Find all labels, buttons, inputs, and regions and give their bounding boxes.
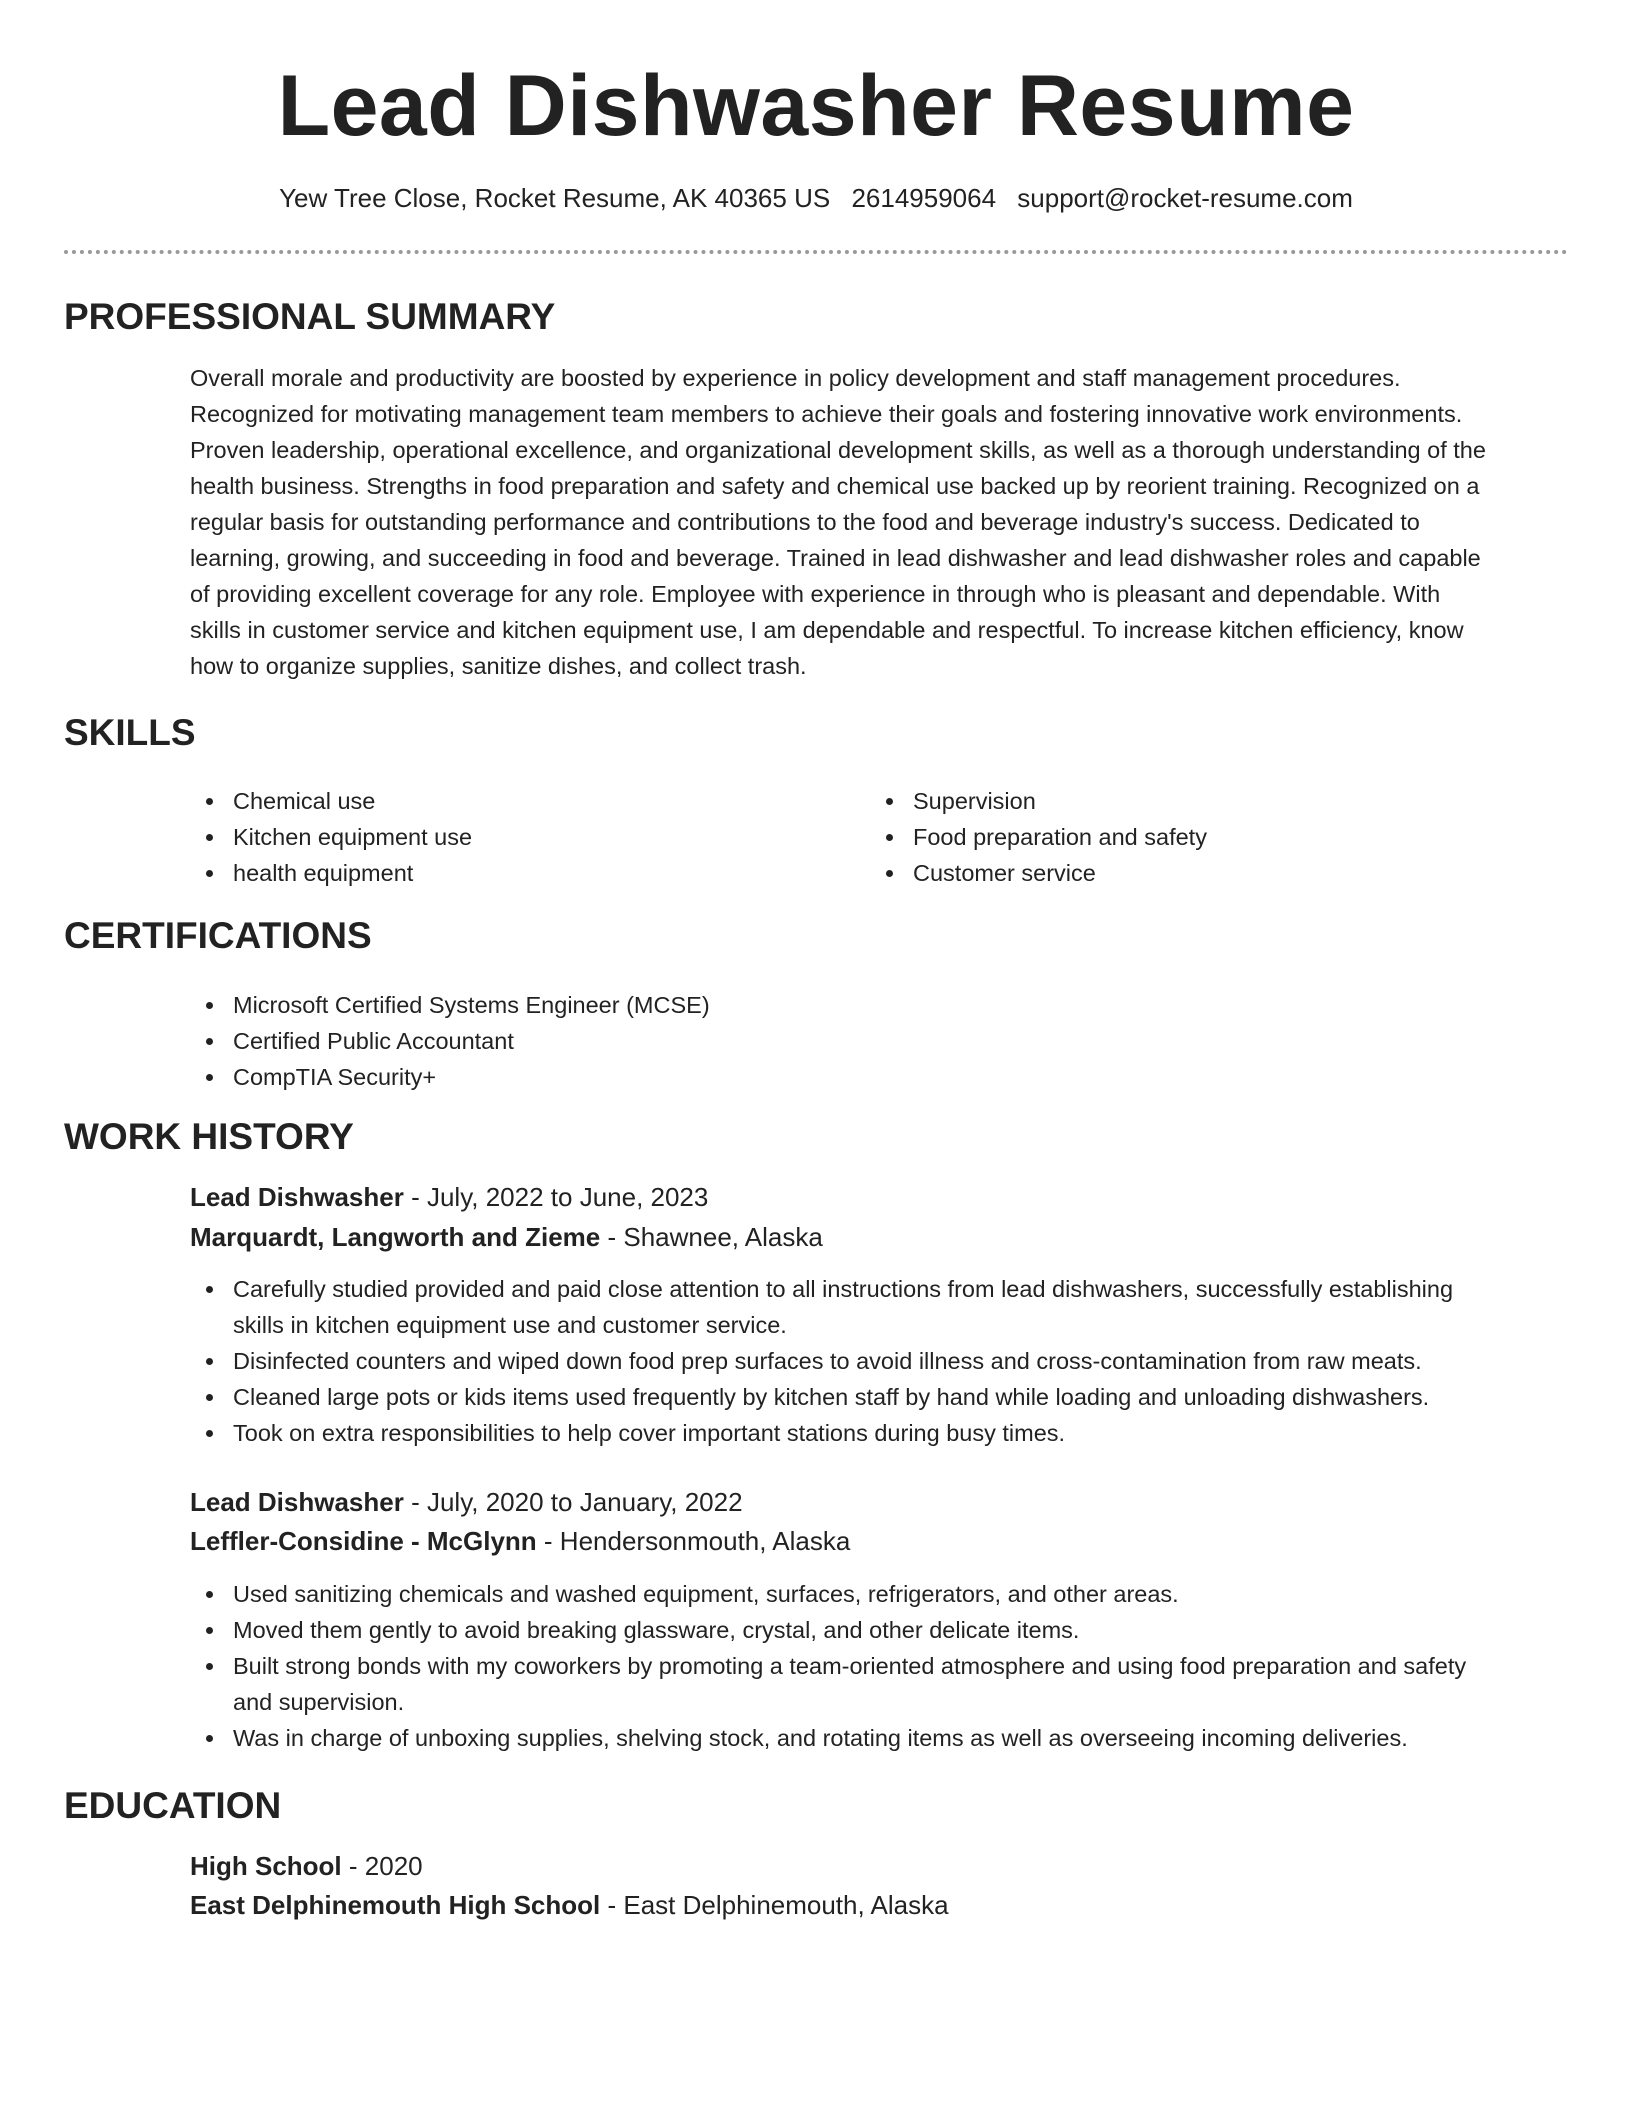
education-school: East Delphinemouth High School xyxy=(190,1890,601,1920)
resume-title: Lead Dishwasher Resume xyxy=(277,58,1355,154)
responsibility-item: Was in charge of unboxing supplies, shelving stock, and rotating items as well as overseeing incoming deliveries. xyxy=(190,1720,1570,1756)
contact-address: Yew Tree Close, Rocket Resume, AK 40365 US xyxy=(279,183,831,213)
header-divider xyxy=(64,250,1568,254)
education-heading: EDUCATION xyxy=(64,1785,282,1826)
responsibility-item xyxy=(190,1271,1570,1343)
responsibility-item: Moved them gently to avoid breaking glassware, crystal, and other delicate items. xyxy=(190,1612,1570,1648)
job-company: Marquardt, Langworth and Zieme xyxy=(190,1222,601,1252)
job-location: - Hendersonmouth, Alaska xyxy=(536,1526,851,1556)
job-title: Lead Dishwasher xyxy=(190,1182,404,1212)
summary-line: health business. Strengths in food preparation and safety and chemical use backed up by reorient training. Recognized on a xyxy=(190,473,1480,499)
skill-item: Kitchen equipment use xyxy=(190,819,850,855)
certifications-list xyxy=(190,987,1570,1095)
skill-item: Supervision xyxy=(870,783,1530,819)
summary-line: of providing excellent coverage for any role. Employee with experience in through who is pleasant and dependable. With xyxy=(190,581,1441,607)
responsibility-text-cont: skills in kitchen equipment use and customer service. xyxy=(233,1312,787,1338)
work-history-heading: WORK HISTORY xyxy=(64,1116,354,1157)
skill-item: Customer service xyxy=(870,855,1530,891)
responsibility-item: Cleaned large pots or kids items used frequently by kitchen staff by hand while loading and unloading dishwashers. xyxy=(190,1379,1570,1415)
education-degree: High School xyxy=(190,1851,342,1881)
job-responsibilities xyxy=(190,1576,1570,1756)
summary-line: how to organize supplies, sanitize dishes, and collect trash. xyxy=(190,653,807,679)
responsibility-text: Built strong bonds with my coworkers by promoting a team-oriented atmosphere and using food preparation and safety xyxy=(233,1653,1467,1679)
skills-list-right xyxy=(870,783,1530,891)
contact-line xyxy=(0,180,1632,216)
summary-line: Overall morale and productivity are boosted by experience in policy development and staff management procedures. xyxy=(190,365,1401,391)
certification-item: Microsoft Certified Systems Engineer (MCSE) xyxy=(190,987,1570,1023)
skill-item: Chemical use xyxy=(190,783,850,819)
job-title-line xyxy=(190,1179,708,1215)
summary-heading: PROFESSIONAL SUMMARY xyxy=(64,296,556,337)
skill-item: health equipment xyxy=(190,855,850,891)
job-company-line xyxy=(190,1219,823,1255)
responsibility-text-cont: and supervision. xyxy=(233,1689,405,1715)
skills-heading: SKILLS xyxy=(64,712,196,753)
summary-line: learning, growing, and succeeding in food and beverage. Trained in lead dishwasher and lead dishwasher roles and capable xyxy=(190,545,1481,571)
job-location: - Shawnee, Alaska xyxy=(600,1222,823,1252)
skills-list-left xyxy=(190,783,850,891)
responsibility-item: Took on extra responsibilities to help cover important stations during busy times. xyxy=(190,1415,1570,1451)
education-degree-line xyxy=(190,1848,423,1884)
summary-line: regular basis for outstanding performance and contributions to the food and beverage industry's success. Dedicated to xyxy=(190,509,1420,535)
education-school-line xyxy=(190,1887,949,1923)
certifications-heading: CERTIFICATIONS xyxy=(64,915,372,956)
job-title: Lead Dishwasher xyxy=(190,1487,404,1517)
job-title-line xyxy=(190,1484,743,1520)
responsibility-text: Carefully studied provided and paid close attention to all instructions from lead dishwashers, successfully establishing xyxy=(233,1276,1454,1302)
responsibility-item: Used sanitizing chemicals and washed equipment, surfaces, refrigerators, and other areas. xyxy=(190,1576,1570,1612)
summary-paragraph xyxy=(190,360,1570,684)
job-dates: - July, 2022 to June, 2023 xyxy=(403,1182,709,1212)
responsibility-item xyxy=(190,1648,1570,1720)
job-company-line xyxy=(190,1523,850,1559)
summary-line: Recognized for motivating management team members to achieve their goals and fostering innovative work environments. xyxy=(190,401,1463,427)
education-location: - East Delphinemouth, Alaska xyxy=(600,1890,949,1920)
responsibility-item: Disinfected counters and wiped down food prep surfaces to avoid illness and cross-contamination from raw meats. xyxy=(190,1343,1570,1379)
job-responsibilities xyxy=(190,1271,1570,1451)
summary-line: Proven leadership, operational excellence, and organizational development skills, as well as a thorough understanding of the xyxy=(190,437,1486,463)
job-company: Leffler-Considine - McGlynn xyxy=(190,1526,537,1556)
summary-line: skills in customer service and kitchen equipment use, I am dependable and respectful. To increase kitchen efficiency, know xyxy=(190,617,1464,643)
skill-item: Food preparation and safety xyxy=(870,819,1530,855)
contact-email: support@rocket-resume.com xyxy=(1017,183,1353,213)
certification-item: Certified Public Accountant xyxy=(190,1023,1570,1059)
certification-item: CompTIA Security+ xyxy=(190,1059,1570,1095)
education-year: - 2020 xyxy=(341,1851,423,1881)
contact-phone: 2614959064 xyxy=(851,183,997,213)
job-dates: - July, 2020 to January, 2022 xyxy=(403,1487,743,1517)
